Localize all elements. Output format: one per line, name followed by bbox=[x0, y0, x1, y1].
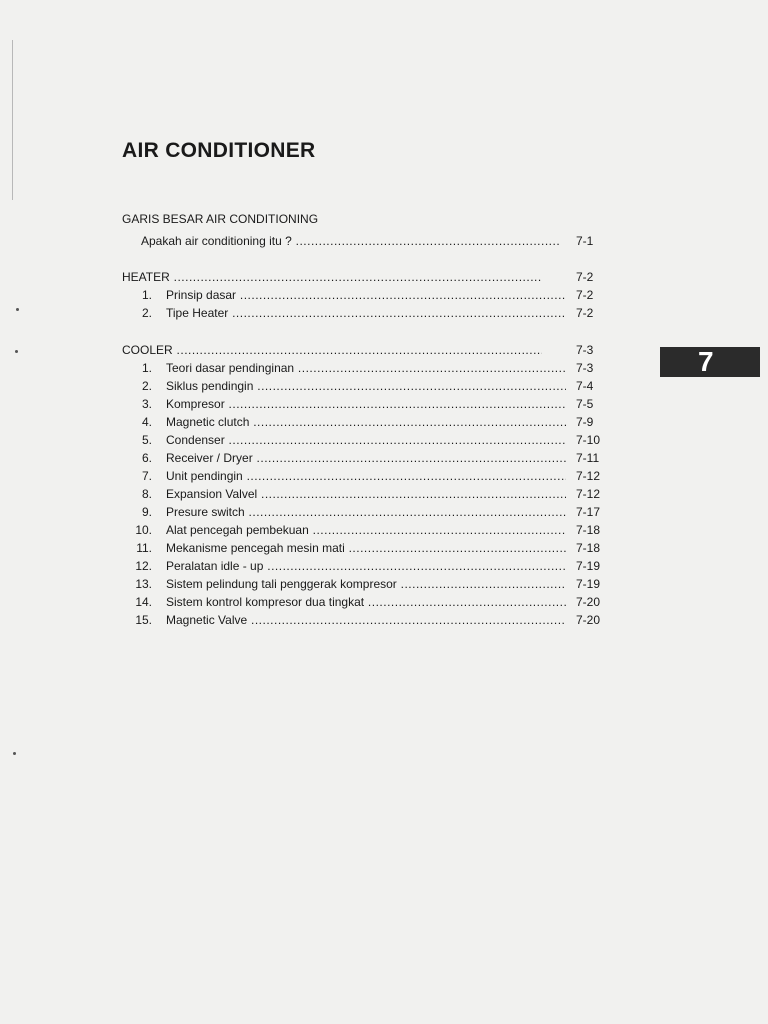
toc-entry-number: 8. bbox=[141, 487, 152, 501]
toc-entry bbox=[0, 593, 620, 611]
page-title: AIR CONDITIONER bbox=[122, 139, 316, 162]
toc-entry-page: 7-20 bbox=[566, 611, 622, 629]
margin-line bbox=[12, 40, 13, 200]
chapter-tab bbox=[660, 347, 760, 377]
toc-entry-page: 7-12 bbox=[566, 467, 622, 485]
toc-entry-number: 10. bbox=[135, 523, 152, 537]
toc-entry-number: 5. bbox=[141, 433, 152, 447]
toc-entry-page: 7-18 bbox=[566, 521, 622, 539]
toc-entry bbox=[0, 557, 620, 575]
toc-entry-page: 7-3 bbox=[566, 359, 622, 377]
toc-entry-number: 2. bbox=[141, 379, 152, 393]
toc-entry bbox=[0, 449, 620, 467]
toc-entry-label: Teori dasar pendinginan ..... bbox=[166, 359, 566, 377]
toc-entry bbox=[0, 521, 620, 539]
toc-entry bbox=[0, 611, 620, 629]
toc-entry-page: 7-17 bbox=[566, 503, 622, 521]
section-header-garis-besar: GARIS BESAR AIR CONDITIONING bbox=[122, 212, 319, 226]
toc-entry-number: 6. bbox=[141, 451, 152, 465]
toc-entry-number: 4. bbox=[141, 415, 152, 429]
toc-section-label: COOLER ..... bbox=[122, 341, 542, 359]
toc-entry-page: 7-2 bbox=[566, 286, 622, 304]
toc-entry-page: 7-10 bbox=[566, 431, 622, 449]
toc-entry-number: 9. bbox=[141, 505, 152, 519]
toc-entry-number: 7. bbox=[141, 469, 152, 483]
toc-entry-page: 7-2 bbox=[566, 304, 622, 322]
toc-entry-label: Condenser ..... bbox=[166, 431, 566, 449]
toc-entry-number: 3. bbox=[141, 397, 152, 411]
toc-entry bbox=[0, 431, 620, 449]
toc-entry-label: Siklus pendingin ..... bbox=[166, 377, 566, 395]
scan-speck bbox=[13, 752, 16, 755]
toc-entry bbox=[0, 377, 620, 395]
toc-entry-label: Alat pencegah pembekuan ..... bbox=[166, 521, 566, 539]
toc-entry-page: 7-19 bbox=[566, 557, 622, 575]
toc-entry-page: 7-5 bbox=[566, 395, 622, 413]
toc-entry-label: Presure switch ..... bbox=[166, 503, 566, 521]
toc-entry-label: Expansion Valvel ..... bbox=[166, 485, 566, 503]
toc-entry-number: 15. bbox=[135, 613, 152, 627]
chapter-tab-number: 7 bbox=[698, 346, 714, 377]
toc-section-heater bbox=[0, 268, 620, 286]
toc-entry-page: 7-20 bbox=[566, 593, 622, 611]
toc-entry-label: Magnetic clutch ..... bbox=[166, 413, 566, 431]
toc-section-page: 7-3 bbox=[566, 341, 622, 359]
toc-entry-page: 7-12 bbox=[566, 485, 622, 503]
toc-entry-label: Mekanisme pencegah mesin mati ..... bbox=[166, 539, 566, 557]
toc-entry bbox=[0, 413, 620, 431]
toc-section-page: 7-2 bbox=[566, 268, 622, 286]
toc-entry bbox=[0, 304, 620, 322]
toc-entry-number: 11. bbox=[136, 541, 152, 555]
toc-entry-number: 1. bbox=[141, 288, 152, 302]
toc-entry-number: 13. bbox=[135, 577, 152, 591]
toc-entry bbox=[0, 485, 620, 503]
toc-entry bbox=[0, 286, 620, 304]
toc-section-label: HEATER ..... bbox=[122, 268, 542, 286]
toc-entry-label: Apakah air conditioning itu ? ..... bbox=[141, 232, 561, 250]
toc-entry bbox=[0, 575, 620, 593]
toc-entry-page: 7-9 bbox=[566, 413, 622, 431]
toc-entry-number: 1. bbox=[141, 361, 152, 375]
toc-entry-label: Kompresor ..... bbox=[166, 395, 566, 413]
toc-entry-label: Magnetic Valve ..... bbox=[166, 611, 566, 629]
toc-entry-label: Sistem kontrol kompresor dua tingkat ..... bbox=[166, 593, 566, 611]
toc-entry-label: Unit pendingin ..... bbox=[166, 467, 566, 485]
toc-entry bbox=[0, 395, 620, 413]
toc-entry-page: 7-11 bbox=[566, 449, 622, 467]
toc-entry-number: 12. bbox=[135, 559, 152, 573]
toc-entry-page: 7-1 bbox=[566, 232, 622, 250]
toc-entry bbox=[0, 232, 620, 250]
toc-entry-label: Tipe Heater ..... bbox=[166, 304, 566, 322]
toc-entry-number: 2. bbox=[141, 306, 152, 320]
toc-entry-label: Receiver / Dryer ..... bbox=[166, 449, 566, 467]
toc-entry bbox=[0, 539, 620, 557]
toc-entry-page: 7-4 bbox=[566, 377, 622, 395]
toc-entry-page: 7-18 bbox=[566, 539, 622, 557]
toc-entry-label: Prinsip dasar ..... bbox=[166, 286, 566, 304]
toc-entry-number: 14. bbox=[135, 595, 152, 609]
toc-entry bbox=[0, 359, 620, 377]
toc-section-cooler bbox=[0, 341, 620, 359]
toc-entry bbox=[0, 467, 620, 485]
toc-entry-label: Sistem pelindung tali penggerak kompresor ..... bbox=[166, 575, 566, 593]
toc-entry bbox=[0, 503, 620, 521]
toc-entry-label: Peralatan idle - up ..... bbox=[166, 557, 566, 575]
toc-entry-page: 7-19 bbox=[566, 575, 622, 593]
